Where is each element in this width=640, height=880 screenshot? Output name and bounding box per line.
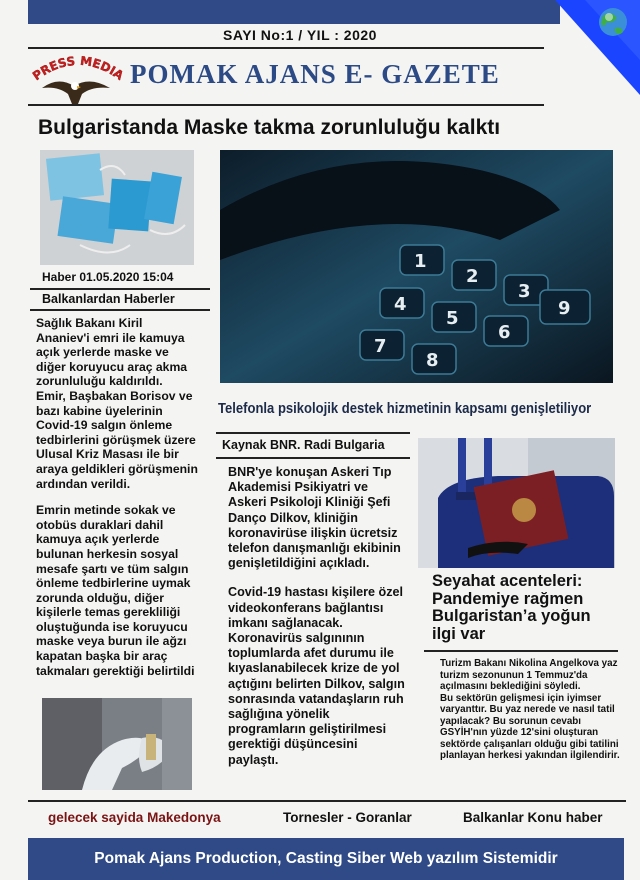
svg-text:6: 6: [498, 322, 511, 343]
source-rule-top: [216, 432, 410, 434]
teaser-balkanlar: Balkanlar Konu haber: [463, 810, 603, 825]
masthead-rule-bottom: [28, 104, 544, 106]
footer-banner: Pomak Ajans Production, Casting Siber Web yazılım Sistemidir: [28, 838, 624, 880]
section-label: Balkanlardan Haberler: [42, 292, 175, 306]
svg-text:PRESS MEDIA: PRESS MEDIA: [29, 53, 127, 84]
masthead-rule-top: [28, 47, 544, 49]
globe-corner-decoration: [555, 0, 640, 95]
left-paragraph-2: Emrin metinde sokak ve otobüs duraklari dahil kamuya açık yerlerde bulunan herkesin sosyal mesafe şartı ve tüm salgın önleme tedbirlerine uymak zorunda olduğu, diğer kişilerle temas gerekliliği oluştuğunda ise koruyucu maske veya burun ile ağzı kapatan başka bir araç takmaları gerektiği belirtildi: [36, 503, 195, 678]
travel-rule: [424, 650, 618, 652]
left-article: [36, 316, 198, 690]
source-label: Kaynak BNR. Radi Bulgaria: [222, 438, 385, 452]
newspaper-title: POMAK AJANS E- GAZETE: [130, 59, 500, 89]
svg-text:3: 3: [518, 281, 531, 302]
top-banner-bar: [28, 0, 560, 24]
svg-text:9: 9: [558, 298, 571, 319]
phone-paragraph-2: Covid-19 hastası kişilere özel videokonferans bağlantısı imkanı sağlanacak. Koronavirüs salgınının toplumlarda afet durumu ile kıyaslanabilecek krize de yol açtığını belirten Dilkov, salgın sonrasında vatandaşların ruh sağlığına yönelik programların geliştirilmesi gerektiği düşüncesini paylaştı.: [228, 585, 405, 767]
teaser-rule: [28, 800, 626, 802]
left-paragraph-1: Sağlık Bakanı Kiril Ananiev'i emri ile kamuya açık yerlerde maske ve diğer koruyucu araç akma zorunluluğu kaldırıldı. Emir, Başbakan Borisov ve bazı kabine üyelerinin Covid-19 salgın önleme tedbirlerini görüşmek üzere Ulusal Kriz Masası ile bir araya geldikleri görüşmenin ardından verildi.: [36, 316, 198, 491]
gloves-photo: [42, 698, 192, 790]
svg-text:5: 5: [446, 308, 459, 329]
section-rule-top: [30, 288, 210, 290]
press-media-eagle-logo: [22, 52, 130, 110]
svg-text:8: 8: [426, 350, 439, 371]
svg-text:7: 7: [374, 336, 387, 357]
svg-text:4: 4: [394, 294, 407, 315]
phone-article: [228, 465, 406, 780]
source-rule-bottom: [216, 457, 410, 459]
main-headline: Bulgaristanda Maske takma zorunluluğu kalktı: [38, 116, 501, 139]
issue-number: SAYI No:1 / YIL : 2020: [223, 27, 377, 43]
suitcase-passport-photo: [418, 438, 615, 568]
travel-headline: Seyahat acenteleri: Pandemiye rağmen Bulgaristan’a yoğun ilgi var: [432, 572, 591, 643]
teaser-makedonya: gelecek sayida Makedonya: [48, 810, 221, 825]
svg-text:1: 1: [414, 251, 427, 272]
phone-paragraph-1: BNR'ye konuşan Askeri Tıp Akademisi Psikiyatri ve Askeri Psikoloji Kliniği Şefi Danço Dilkov, kliniğin koronavirüse ilişkin ücretsiz telefon danışmanlığı ekibinin genişletildiğini açıkladı.: [228, 465, 401, 571]
masks-photo: [40, 150, 194, 265]
dateline: Haber 01.05.2020 15:04: [42, 270, 174, 284]
svg-text:2: 2: [466, 266, 479, 287]
phone-caption: Telefonla psikolojik destek hizmetinin kapsamı genişletiliyor: [218, 401, 592, 417]
teaser-tornesler: Tornesler - Goranlar: [283, 810, 412, 825]
travel-body: Turizm Bakanı Nikolina Angelkova yaz turizm sezonunun 1 Temmuz'da açılmasını beklediğini söyledi. Bu sektörün gelişmesi için iyimser varyanttır. Bu yaz nerede ve nasıl tatil yapılacak? Bu sorunun cevabı GSYİH'nın yüzde 12'sini oluşturan sektörde çalışanları olduğu gibi tatilini planlayan herkesi yakından ilgilendirir.: [440, 658, 620, 761]
telephone-photo: [220, 150, 613, 383]
section-rule-bottom: [30, 309, 210, 311]
